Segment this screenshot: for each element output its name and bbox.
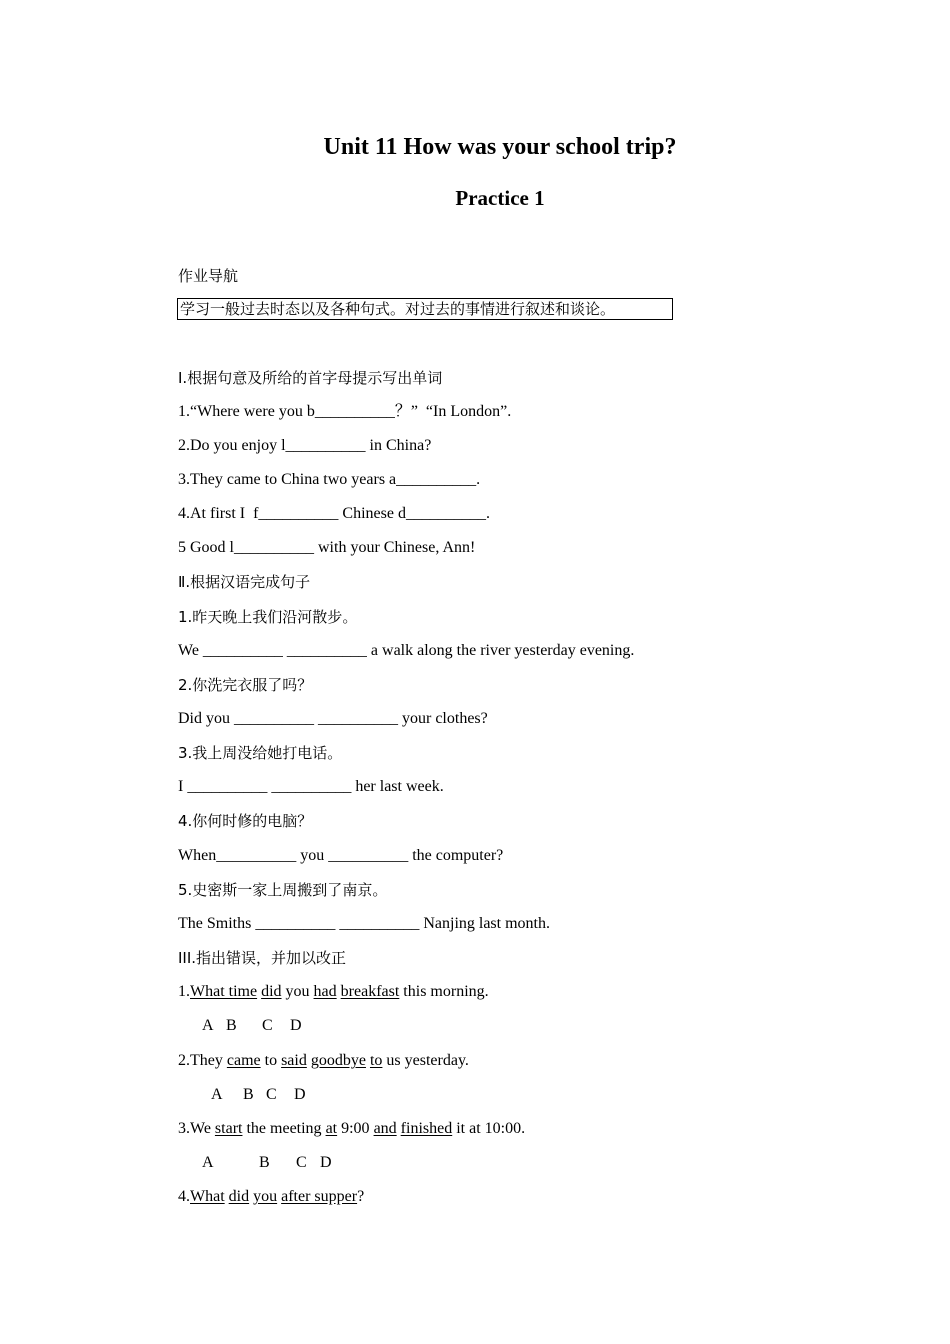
- page-title: Unit 11 How was your school trip?: [323, 134, 677, 160]
- s1-question-4: 4.At first I f__________ Chinese d__________.: [178, 505, 490, 522]
- option-b-text: did: [228, 1188, 250, 1205]
- q-number: 2.They: [178, 1052, 227, 1069]
- option-c-text: you: [253, 1188, 278, 1205]
- q2-letter-d: D: [294, 1086, 306, 1103]
- q1-letter-d: D: [290, 1017, 302, 1034]
- q3-letter-b: B: [259, 1154, 270, 1171]
- option-d-text: breakfast: [340, 983, 400, 1000]
- q1-letter-c: C: [262, 1017, 273, 1034]
- text-gap: to: [260, 1052, 282, 1069]
- s2-question-2-en: Did you __________ __________ your clothes?: [178, 710, 488, 727]
- s2-question-5-en: The Smiths __________ __________ Nanjing last month.: [178, 915, 550, 932]
- s2-question-4-en: When__________ you __________ the computer?: [178, 847, 504, 864]
- q3-letter-d: D: [320, 1154, 332, 1171]
- text-tail: us yesterday.: [382, 1052, 469, 1069]
- q3-letter-c: C: [296, 1154, 307, 1171]
- text-gap: you: [281, 983, 314, 1000]
- q-number: 3.We: [178, 1120, 215, 1137]
- page-subtitle: Practice 1: [455, 186, 545, 210]
- section-2-heading: Ⅱ.根据汉语完成句子: [178, 573, 311, 591]
- option-d-text: after supper: [281, 1188, 358, 1205]
- s3-question-2: [178, 1051, 469, 1071]
- s2-question-5-cn: 5.史密斯一家上周搬到了南京。: [178, 881, 388, 899]
- text-tail: this morning.: [399, 983, 489, 1000]
- option-d-text: to: [369, 1052, 383, 1069]
- q2-letter-c: C: [266, 1086, 277, 1103]
- section-3-heading: III.指出错误，并加以改正: [178, 949, 347, 967]
- guide-label: 作业导航: [178, 267, 239, 285]
- text-gap: 9:00: [337, 1120, 374, 1137]
- option-c-text: goodbye: [310, 1052, 366, 1069]
- s2-question-3-en: I __________ __________ her last week.: [178, 778, 444, 795]
- option-c-text: had: [313, 983, 337, 1000]
- q-number: 4.: [178, 1188, 190, 1205]
- s1-question-1: 1.“Where were you b__________？” “In London”.: [178, 403, 512, 420]
- s2-question-2-cn: 2.你洗完衣服了吗？: [178, 676, 313, 694]
- option-b-text: at: [325, 1120, 338, 1137]
- option-c-text: and: [373, 1120, 397, 1137]
- guide-box: 学习一般过去时态以及各种句式。对过去的事情进行叙述和谈论。: [177, 298, 673, 320]
- s2-question-1-en: We __________ __________ a walk along the river yesterday evening.: [178, 642, 635, 659]
- text-tail: ?: [357, 1188, 365, 1205]
- option-d-text: finished: [400, 1120, 453, 1137]
- text-gap: the meeting: [242, 1120, 326, 1137]
- s1-question-2: 2.Do you enjoy l__________ in China?: [178, 437, 432, 454]
- s2-question-4-cn: 4.你何时修的电脑？: [178, 812, 313, 830]
- s1-question-5: 5 Good l__________ with your Chinese, Ann!: [178, 539, 476, 556]
- option-a-text: start: [214, 1120, 243, 1137]
- option-a-text: What time: [190, 983, 258, 1000]
- s3-question-1: [178, 982, 489, 1002]
- option-b-text: did: [261, 983, 282, 1000]
- q-number: 1.: [178, 983, 190, 1000]
- s2-question-3-cn: 3.我上周没给她打电话。: [178, 744, 343, 762]
- s3-question-4: [178, 1187, 364, 1207]
- q2-letter-a: A: [211, 1086, 223, 1103]
- s1-question-3: 3.They came to China two years a__________.: [178, 471, 481, 488]
- option-a-text: What: [190, 1188, 225, 1205]
- s3-question-3: [178, 1119, 525, 1139]
- q2-letter-b: B: [243, 1086, 254, 1103]
- q1-letter-a: A: [202, 1017, 214, 1034]
- section-1-heading: Ⅰ.根据句意及所给的首字母提示写出单词: [178, 369, 443, 387]
- q1-letter-b: B: [226, 1017, 237, 1034]
- text-tail: it at 10:00.: [452, 1120, 526, 1137]
- q3-letter-a: A: [202, 1154, 214, 1171]
- option-b-text: said: [281, 1052, 307, 1069]
- s2-question-1-cn: 1.昨天晚上我们沿河散步。: [178, 608, 358, 626]
- option-a-text: came: [226, 1052, 261, 1069]
